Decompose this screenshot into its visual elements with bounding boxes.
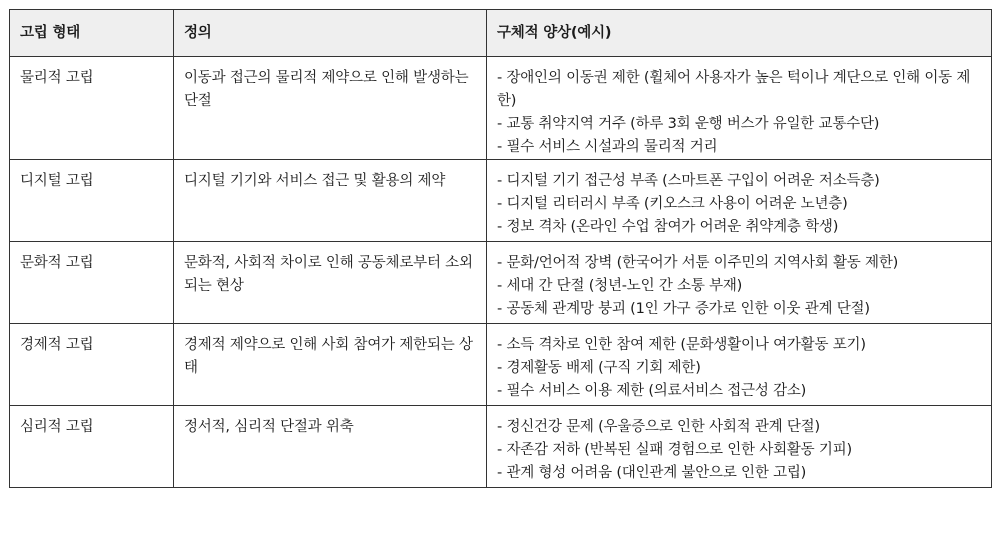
example-item: - 필수 서비스 시설과의 물리적 거리 bbox=[497, 139, 718, 155]
table-header-row bbox=[10, 10, 992, 57]
isolation-types-table bbox=[9, 9, 992, 488]
example-item: - 관계 형성 어려움 (대인관계 불안으로 인한 고립) bbox=[497, 465, 807, 481]
definition-cell: 이동과 접근의 물리적 제약으로 인해 발생하는 단절 bbox=[174, 57, 487, 160]
isolation-type-cell: 문화적 고립 bbox=[10, 242, 174, 324]
table-row bbox=[10, 160, 992, 242]
example-item: - 공동체 관계망 붕괴 (1인 가구 증가로 인한 이웃 관계 단절) bbox=[497, 301, 870, 317]
example-item: - 경제활동 배제 (구직 기회 제한) bbox=[497, 360, 701, 376]
table-row bbox=[10, 242, 992, 324]
definition-cell: 문화적, 사회적 차이로 인해 공동체로부터 소외되는 현상 bbox=[174, 242, 487, 324]
definition-cell: 디지털 기기와 서비스 접근 및 활용의 제약 bbox=[174, 160, 487, 242]
isolation-type-cell: 디지털 고립 bbox=[10, 160, 174, 242]
isolation-types-table-wrapper bbox=[9, 9, 991, 488]
example-item: - 정신건강 문제 (우울증으로 인한 사회적 관계 단절) bbox=[497, 419, 820, 435]
example-item: - 디지털 리터러시 부족 (키오스크 사용이 어려운 노년층) bbox=[497, 196, 848, 212]
example-item: - 교통 취약지역 거주 (하루 3회 운행 버스가 유일한 교통수단) bbox=[497, 116, 880, 132]
example-item: - 세대 간 단절 (청년-노인 간 소통 부재) bbox=[497, 278, 743, 294]
header-isolation-type: 고립 형태 bbox=[10, 10, 174, 57]
table-row bbox=[10, 324, 992, 406]
table-row bbox=[10, 57, 992, 160]
header-examples: 구체적 양상(예시) bbox=[487, 10, 992, 57]
examples-cell bbox=[487, 324, 992, 406]
examples-cell bbox=[487, 160, 992, 242]
examples-cell bbox=[487, 57, 992, 160]
definition-cell: 정서적, 심리적 단절과 위축 bbox=[174, 406, 487, 488]
example-item: - 디지털 기기 접근성 부족 (스마트폰 구입이 어려운 저소득층) bbox=[497, 173, 880, 189]
example-item: - 필수 서비스 이용 제한 (의료서비스 접근성 감소) bbox=[497, 383, 807, 399]
definition-cell: 경제적 제약으로 인해 사회 참여가 제한되는 상태 bbox=[174, 324, 487, 406]
header-definition: 정의 bbox=[174, 10, 487, 57]
example-item: - 문화/언어적 장벽 (한국어가 서툰 이주민의 지역사회 활동 제한) bbox=[497, 255, 899, 271]
isolation-type-cell: 물리적 고립 bbox=[10, 57, 174, 160]
example-item: - 장애인의 이동권 제한 (휠체어 사용자가 높은 턱이나 계단으로 인해 이동 제한) bbox=[497, 70, 971, 109]
examples-cell bbox=[487, 242, 992, 324]
example-item: - 소득 격차로 인한 참여 제한 (문화생활이나 여가활동 포기) bbox=[497, 337, 866, 353]
example-item: - 정보 격차 (온라인 수업 참여가 어려운 취약계층 학생) bbox=[497, 219, 839, 235]
isolation-type-cell: 경제적 고립 bbox=[10, 324, 174, 406]
examples-cell bbox=[487, 406, 992, 488]
table-row bbox=[10, 406, 992, 488]
isolation-type-cell: 심리적 고립 bbox=[10, 406, 174, 488]
example-item: - 자존감 저하 (반복된 실패 경험으로 인한 사회활동 기피) bbox=[497, 442, 852, 458]
